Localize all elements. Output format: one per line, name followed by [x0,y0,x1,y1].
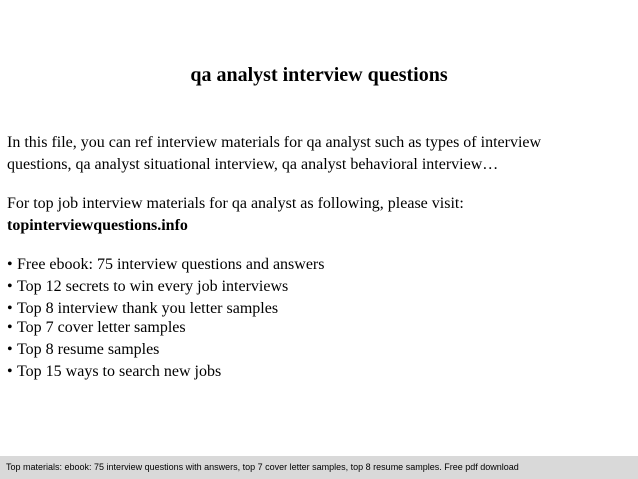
bullet-item-search-jobs [7,361,324,383]
visit-line: For top job interview materials for qa analyst as following, please visit: [7,195,464,212]
bullet-mark: • [7,300,13,317]
website-link[interactable]: topinterviewquestions.info [7,217,188,234]
bullet-text: Top 12 secrets to win every job interviews [17,278,289,295]
bullet-mark: • [7,341,13,358]
bullet-text: Top 15 ways to search new jobs [17,363,222,380]
bullet-text: Top 8 resume samples [17,341,160,358]
bullet-item-resume-samples [7,339,324,361]
bullet-mark: • [7,256,13,273]
bullet-item-cover-letters [7,317,324,339]
intro-paragraph [7,132,635,176]
bullet-item-free-ebook [7,254,324,276]
bullet-list [7,254,324,383]
bullet-text: Top 8 interview thank you letter samples [17,300,279,317]
footer-banner: Top materials: ebook: 75 interview questions with answers, top 7 cover letter samples, top 8 resume samples. Free pdf download [0,456,638,479]
bullet-mark: • [7,278,13,295]
intro-line-1: In this file, you can ref interview materials for qa analyst such as types of interview [7,134,542,151]
slide-title: qa analyst interview questions [190,64,448,86]
bullet-item-thank-you-letters [7,298,324,317]
bullet-text: Top 7 cover letter samples [17,319,186,336]
intro-line-2: questions, qa analyst situational interview, qa analyst behavioral interview… [7,156,499,173]
bullet-mark: • [7,319,13,336]
bullet-mark: • [7,363,13,380]
visit-paragraph [7,193,635,237]
bullet-text: Free ebook: 75 interview questions and answers [17,256,325,273]
bullet-item-secrets [7,276,324,298]
